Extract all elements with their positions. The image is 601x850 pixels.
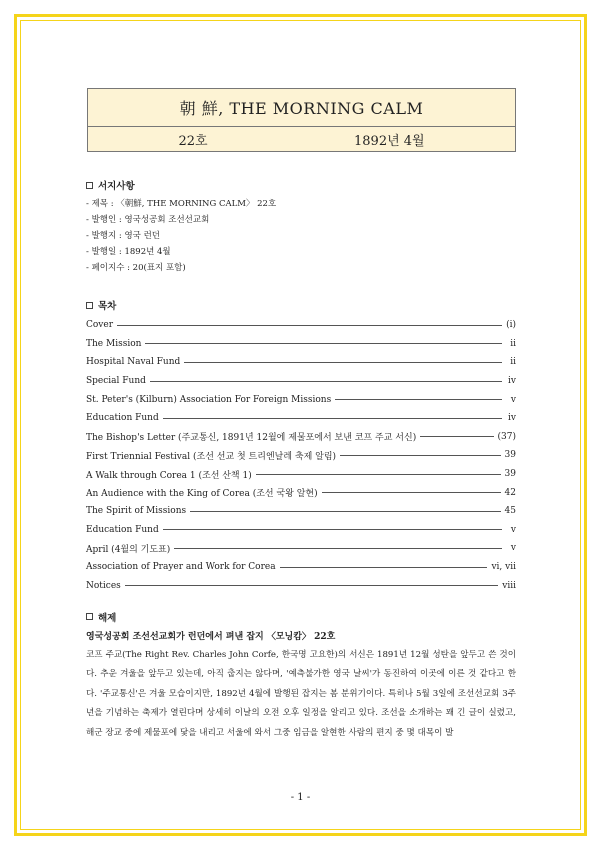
bibliography-line: - 발행인 : 영국성공회 조선선교회 [86,215,210,225]
abstract-body: 코프 주교(The Right Rev. Charles John Corfe, 한국명 고요한)의 서신은 1891년 12월 성탄을 앞두고 쓴 것이다. 추운 겨울을 앞두고 있는데, 아직 춥지는 않다며, '예측불가한 영국 날씨'가 동진하여 이곳에 이른 것 같다고 한다. '주교통신'은 겨울 모습이지만, 1892년 4월에 발행된 잡지는 봄 분위기이다. 특히나 5월 3일에 조선선교회 3주년을 기념하는 축제가 열린다며 상세히 이날의 오전 오후 일정을 알리고 있다. 조선을 소개하는 꽤 긴 글이 실렸고, 해군 장교 중에 제물포에 닻을 내리고 서울에 와서 그중 임금을 알현한 사람의 편지 중 몇 대목이 발 [86,649,516,738]
page-number: - 1 - [290,792,311,803]
toc-entry-page: vi, vii [491,562,516,573]
toc-entry-title: Association of Prayer and Work for Corea [86,562,276,573]
toc-entry [86,539,516,558]
toc-entry-title: The Spirit of Missions [86,506,187,517]
bibliography-heading [86,178,516,192]
toc-leader-line [125,585,498,586]
checkbox-square-icon [86,182,93,189]
toc-entry [86,446,516,465]
issue-number: 22호 [178,134,208,149]
toc-entry-title: Education Fund [86,413,159,424]
toc-entry [86,428,516,447]
toc-entry-page: 39 [504,469,516,480]
toc-entry [86,483,516,502]
toc-leader-line [420,436,493,437]
document-content [86,178,516,743]
toc-list [86,316,516,595]
bibliography-line: - 발행일 : 1892년 4월 [86,247,171,257]
bibliography-list [86,196,516,276]
toc-entry [86,353,516,372]
toc-entry-page: v [510,524,516,535]
toc-entry-page: 42 [504,487,516,498]
toc-entry-title: Hospital Naval Fund [86,357,181,368]
toc-leader-line [145,343,502,344]
title-box [87,88,516,152]
abstract-heading [86,610,516,624]
toc-entry-page: (37) [497,431,516,442]
toc-entry-page: v [510,543,516,554]
toc-entry-page: 45 [504,506,516,517]
toc-leader-line [163,529,502,530]
toc-entry-title: Special Fund [86,376,146,387]
checkbox-square-icon [86,302,93,309]
bibliography-line: - 발행지 : 영국 런던 [86,231,161,241]
toc-entry-title: April (4월의 기도표) [86,544,171,555]
toc-entry-page: (i) [506,320,516,331]
toc-leader-line [280,567,488,568]
toc-entry-title: First Triennial Festival (조선 선교 첫 트리엔날레 축제 알림) [86,451,337,462]
toc-entry [86,502,516,521]
toc-leader-line [340,455,501,456]
toc-entry-title: An Audience with the King of Corea (조선 국왕 알현) [86,489,318,500]
bibliography-heading-text: 서지사항 [98,181,135,192]
toc-heading-text: 목차 [98,301,117,312]
toc-leader-line [322,492,501,493]
toc-entry [86,390,516,409]
toc-leader-line [163,418,502,419]
toc-entry-page: 39 [504,450,516,461]
toc-entry-page: viii [502,580,516,591]
toc-entry-title: The Mission [86,338,142,349]
bibliography-line: - 제목 : 〈朝鮮, THE MORNING CALM〉 22호 [86,199,277,209]
bibliography-line: - 페이지수 : 20(표지 포함) [86,263,186,273]
journal-title: 朝 鮮, THE MORNING CALM [88,89,515,127]
toc-entry-page: ii [510,338,516,349]
toc-entry [86,465,516,484]
toc-entry-page: v [510,394,516,405]
toc-entry [86,316,516,335]
toc-entry-page: iv [508,376,516,387]
toc-entry [86,576,516,595]
toc-leader-line [150,381,502,382]
toc-heading [86,298,516,312]
toc-entry [86,372,516,391]
toc-entry-title: A Walk through Corea 1 (조선 산책 1) [86,470,252,481]
toc-entry [86,558,516,577]
toc-entry [86,335,516,354]
toc-entry-title: Notices [86,580,121,591]
toc-leader-line [117,325,502,326]
toc-leader-line [335,399,502,400]
toc-leader-line [190,511,500,512]
toc-leader-line [184,362,502,363]
abstract-subtitle: 영국성공회 조선선교회가 런던에서 펴낸 잡지 〈모닝캄〉 22호 [86,631,336,642]
toc-entry-title: Cover [86,320,114,331]
toc-entry-title: Education Fund [86,524,159,535]
toc-entry [86,409,516,428]
toc-entry-title: St. Peter's (Kilburn) Association For Foreign Missions [86,394,332,405]
issue-date: 1892년 4월 [354,134,425,149]
toc-leader-line [174,548,502,549]
abstract-heading-text: 해제 [98,612,117,624]
toc-entry-title: The Bishop's Letter (주교통신, 1891년 12월에 제물포에서 보낸 코프 주교 서신) [86,433,417,444]
toc-leader-line [256,474,501,475]
toc-entry-page: iv [508,413,516,424]
checkbox-square-icon [86,613,93,620]
toc-entry [86,521,516,540]
toc-entry-page: ii [510,357,516,368]
issue-row [88,127,515,152]
